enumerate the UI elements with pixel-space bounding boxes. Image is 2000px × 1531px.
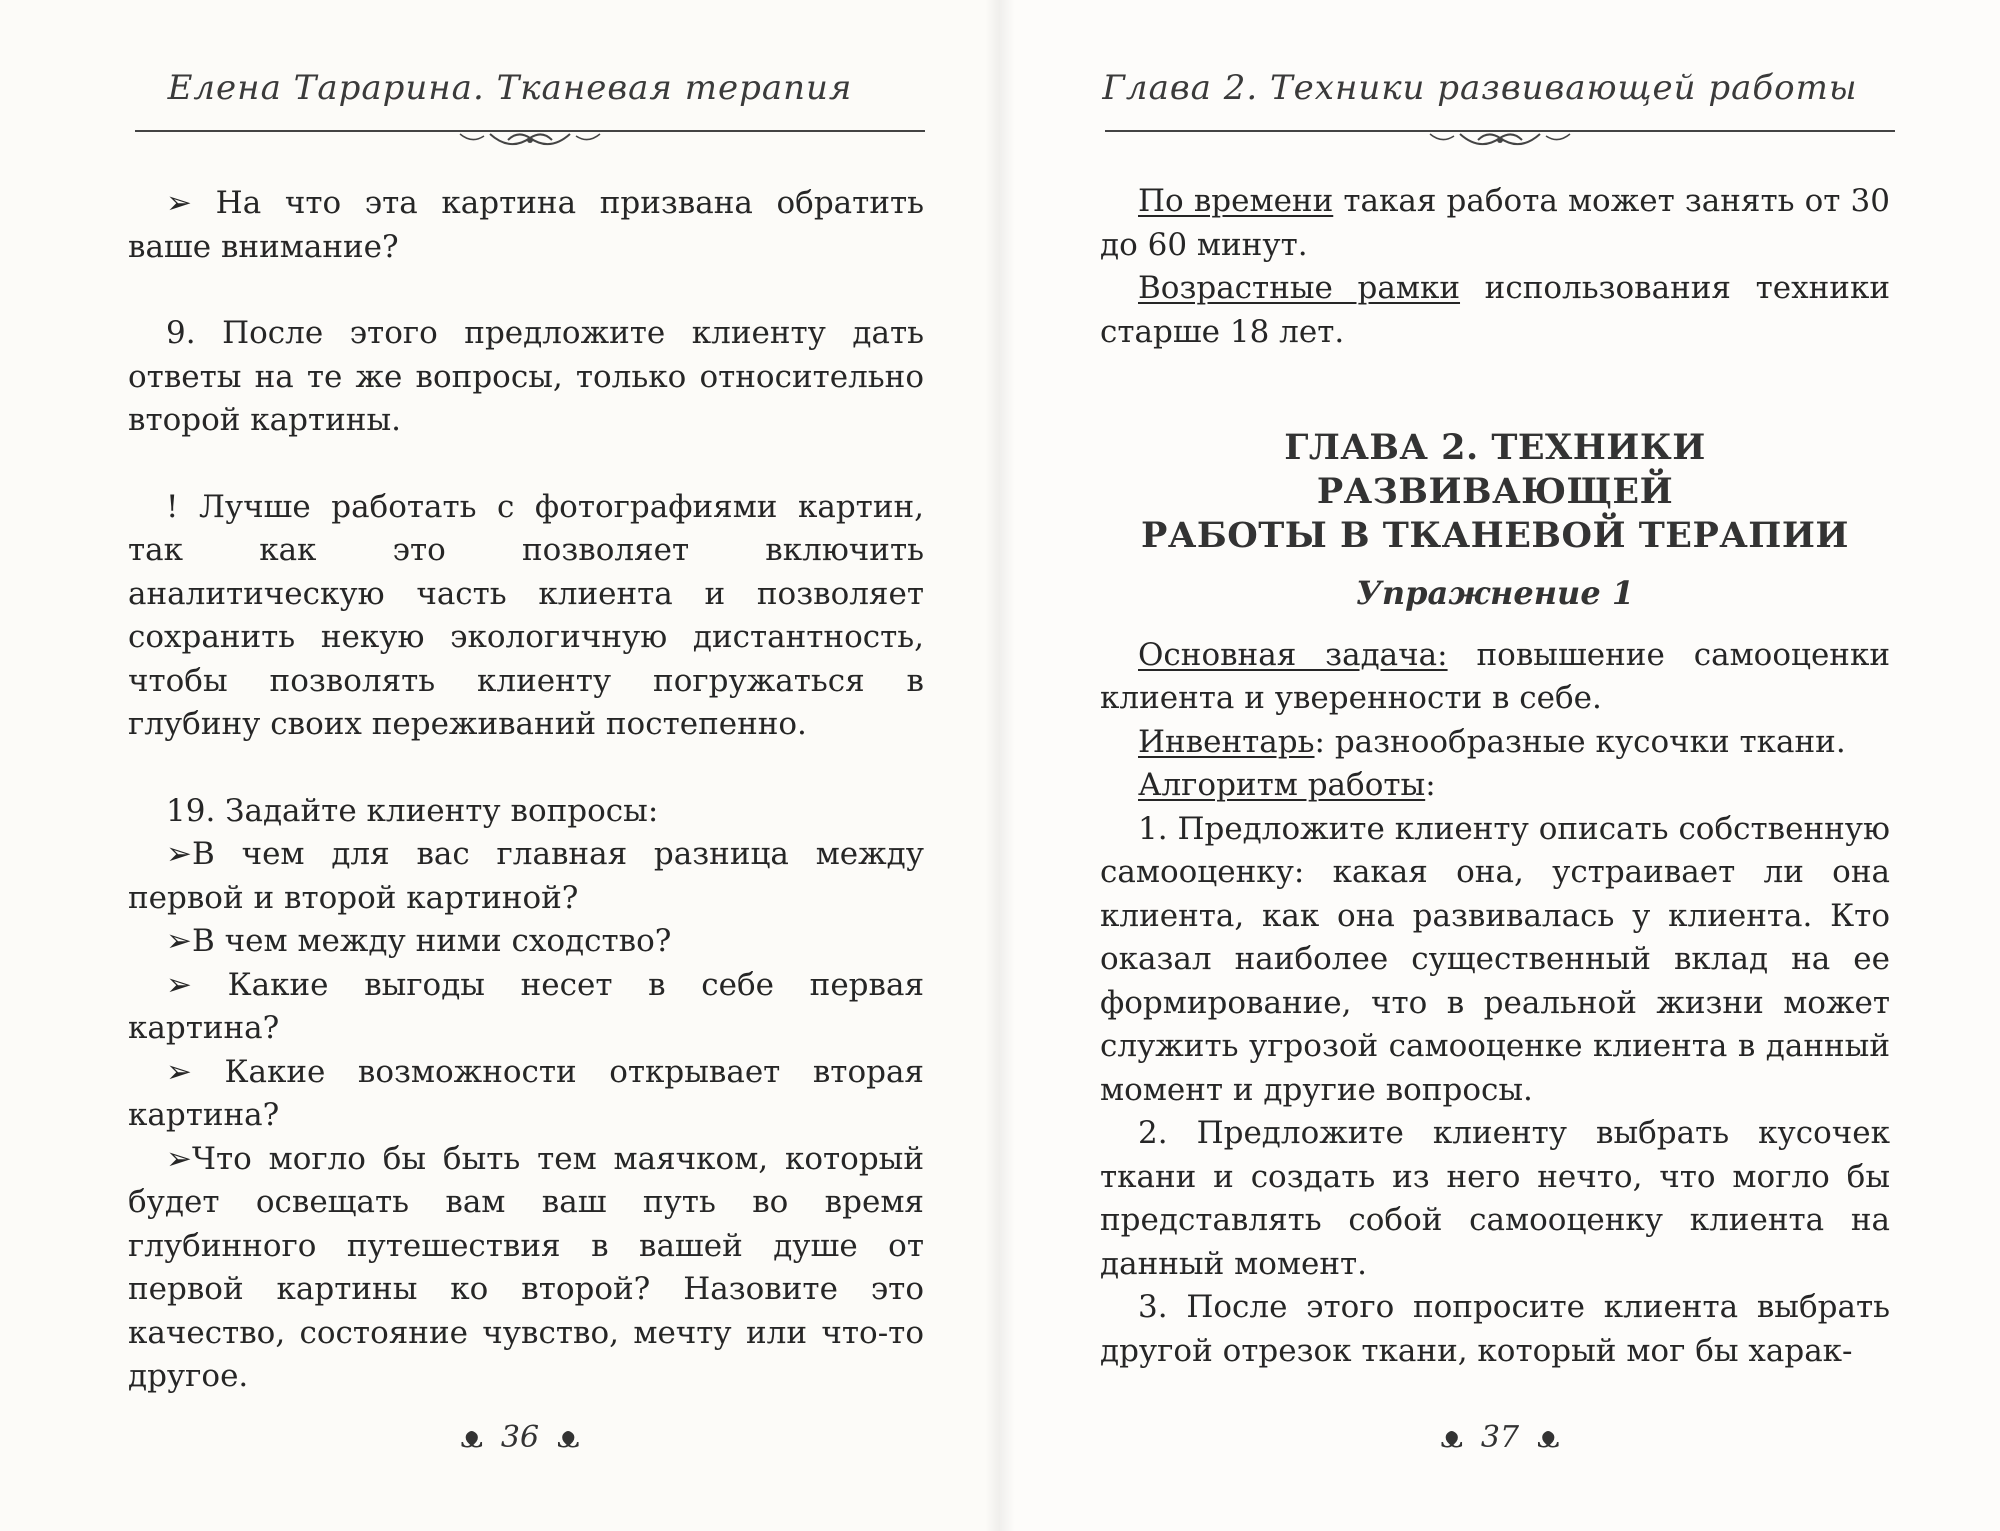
underlined-label: Основная задача: (1138, 636, 1448, 673)
question-item (128, 1138, 924, 1399)
header-ornament-rule-left (130, 118, 930, 158)
bullet-arrow-icon: ➢ (166, 1140, 192, 1177)
paragraph (1100, 267, 1890, 354)
step-paragraph: 2. Предложите клиенту выбрать кусочек ткани и создать из него нечто, что могло бы представлять собой самооценку клиента на данный момент. (1100, 1115, 1890, 1282)
folio-ornament-icon: ᴥ (460, 1420, 483, 1455)
right-page (1000, 0, 2000, 1531)
paragraph (128, 182, 924, 269)
paragraph-text: такая работа может занять от 30 до 60 минут. (1100, 183, 1890, 263)
folio-ornament-icon: ᴥ (1440, 1420, 1463, 1455)
folio-ornament-icon: ᴥ (1537, 1420, 1560, 1455)
bullet-arrow-icon: ➢ (166, 966, 192, 1003)
left-body-text (128, 182, 924, 1399)
bullet-arrow-icon: ➢ (166, 1053, 192, 1090)
question-text: В чем для вас главная разница между первой и второй картиной? (128, 836, 924, 916)
question-item (128, 964, 924, 1051)
question-text: В чем между ними сходство? (192, 923, 672, 959)
paragraph (1100, 634, 1890, 721)
underlined-label: Инвентарь (1138, 723, 1315, 760)
header-ornament-rule-right (1100, 118, 1900, 158)
right-body-text (1100, 180, 1890, 1373)
page-number-right (1380, 1420, 1620, 1455)
question-text: Какие выгоды несет в себе первая картина? (128, 966, 925, 1046)
folio-ornament-icon: ᴥ (557, 1420, 580, 1455)
question-text: Какие возможности открывает вторая картина? (128, 1053, 924, 1133)
bullet-arrow-icon: ➢ (166, 923, 192, 959)
page-number: 36 (500, 1420, 540, 1455)
paragraph: ! Лучше работать с фотографиями картин, так как это позволяет включить аналитическую часть клиента и позволяет сохранить некую экологичную дистантность, чтобы позволять клиенту погружаться в глубину своих переживаний постепенно. (128, 488, 924, 742)
question-text: Что могло бы быть тем маячком, который будет освещать вам ваш путь во время глубинного путешествия в вашей душе от первой картины ко второй? Назовите это качество, состояние чувство, мечту или что-то другое. (128, 1140, 924, 1394)
paragraph-text: : (1425, 767, 1436, 803)
underlined-label: Возрастные рамки (1138, 270, 1461, 306)
exercise-title: Упражнение 1 (1355, 574, 1635, 612)
page-number: 37 (1480, 1420, 1520, 1455)
paragraph-text: использования техники старше 18 лет. (1100, 270, 1890, 350)
bullet-arrow-icon: ➢ (166, 836, 192, 872)
running-head-right: Глава 2. Техники развивающей работы (1102, 68, 1858, 108)
step-paragraph: 3. После этого попросите клиента выбрать другой отрезок ткани, который мог бы харак- (1100, 1289, 1890, 1369)
step-paragraph: 1. Предложите клиенту описать собственную самооценку: какая она, устраивает ли она клиента, как она развивалась у клиента. Кто оказал наиболее существенный вклад на ее формирование, что в реальной жизни может служить угрозой самооценке клиента в данный момент и другие вопросы. (1100, 810, 1890, 1108)
paragraph (1100, 721, 1890, 765)
chapter-title-line: ГЛАВА 2. ТЕХНИКИ РАЗВИВАЮЩЕЙ (1284, 427, 1706, 512)
chapter-title (1100, 426, 1890, 558)
question-item (128, 833, 924, 920)
bullet-arrow-icon: ➢ (166, 185, 192, 221)
chapter-title-line: РАБОТЫ В ТКАНЕВОЙ ТЕРАПИИ (1141, 515, 1849, 556)
page-number-left (400, 1420, 640, 1455)
underlined-label: По времени (1138, 183, 1334, 219)
paragraph: 19. Задайте клиенту вопросы: (166, 792, 659, 829)
paragraph-text: На что эта картина призвана обратить ваше внимание? (128, 185, 925, 265)
underlined-label: Алгоритм работы (1138, 767, 1426, 803)
book-gutter (985, 0, 1015, 1531)
question-item (128, 1051, 924, 1138)
question-item (128, 920, 924, 964)
paragraph-text: : разнообразные кусочки ткани. (1314, 723, 1846, 760)
paragraph (1100, 180, 1890, 267)
running-head-left: Елена Тарарина. Тканевая терапия (167, 68, 853, 108)
paragraph: 9. После этого предложите клиенту дать ответы на те же вопросы, только относительно второй картины. (128, 315, 924, 438)
paragraph (1100, 764, 1890, 808)
paragraph-text: повышение самооценки клиента и уверенности в себе. (1100, 636, 1890, 716)
